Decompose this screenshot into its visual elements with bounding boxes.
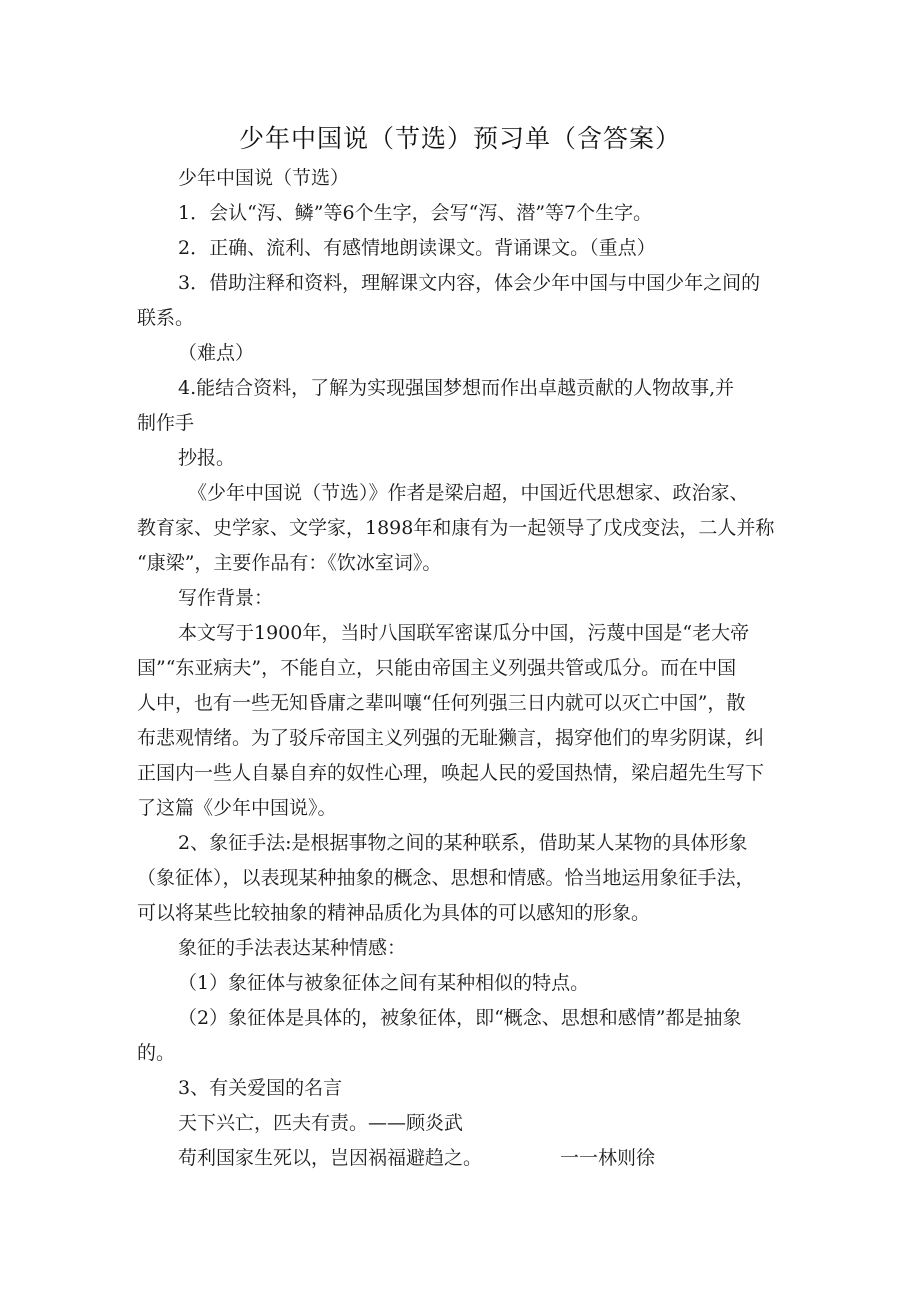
background-paragraph-6: 了这篇《少年中国说》。 (137, 797, 337, 819)
quotes-heading: 3、有关爱国的名言 (178, 1077, 343, 1099)
background-paragraph-3: 人中，也有一些无知昏庸之辈叫嚷“任何列强三日内就可以灭亡中国”，散 (137, 692, 746, 714)
quote-1: 天下兴亡，匹夫有责。——顾炎武 (178, 1112, 464, 1134)
symbolism-paragraph-1: 2、象征手法:是根据事物之间的某种联系，借助某人某物的具体形象 (178, 832, 748, 854)
quote-2-author: 一一林则徐 (560, 1147, 656, 1169)
symbolism-point-2-cont: 的。 (137, 1042, 176, 1064)
objective-4-cont-2: 抄报。 (178, 447, 236, 469)
difficulty-note: （难点） (178, 342, 255, 364)
symbolism-point-1: （1）象征体与被象征体之间有某种相似的特点。 (178, 972, 590, 994)
objective-4-cont: 制作手 (137, 412, 195, 434)
background-heading: 写作背景： (178, 587, 274, 609)
quote-2: 苟利国家生死以，岂因祸福避趋之。 (178, 1147, 483, 1169)
objective-1: 1．会认“泻、鳞”等6个生字，会写“泻、潜”等7个生字。 (178, 202, 653, 224)
objective-2: 2．正确、流利、有感情地朗读课文。背诵课文。（重点） (178, 237, 656, 259)
author-paragraph-1: 《少年中国说（节选）》作者是梁启超，中国近代思想家、政治家、 (188, 482, 749, 504)
symbolism-point-2: （2）象征体是具体的，被象征体，即“概念、思想和感情”都是抽象 (178, 1007, 742, 1029)
background-paragraph-5: 正国内一些人自暴自弃的奴性心理，唤起人民的爱国热情，梁启超先生写下 (137, 762, 765, 784)
objective-3: 3．借助注释和资料，理解课文内容，体会少年中国与中国少年之间的 (178, 272, 761, 294)
background-paragraph-2: 国”“东亚病夫”，不能自立，只能由帝国主义列强共管或瓜分。而在中国 (137, 657, 737, 679)
symbolism-paragraph-2: （象征体），以表现某种抽象的概念、思想和情感。恰当地运用象征手法， (137, 867, 755, 889)
document-title: 少年中国说（节选）预习单（含答案） (238, 124, 681, 153)
background-paragraph-1: 本文写于1900年，当时八国联军密谋瓜分中国，污蔑中国是“老大帝 (178, 622, 750, 644)
symbolism-paragraph-3: 可以将某些比较抽象的精神品质化为具体的可以感知的形象。 (137, 902, 651, 924)
author-paragraph-3: “康梁”，主要作品有：《饮冰室词》。 (137, 552, 442, 574)
author-paragraph-2: 教育家、史学家、文学家，1898年和康有为一起领导了戊戌变法，二人并称 (137, 517, 775, 539)
objective-3-cont: 联系。 (137, 307, 195, 329)
objective-4: 4.能结合资料，了解为实现强国梦想而作出卓越贡献的人物故事,并 (178, 377, 735, 399)
symbolism-heading: 象征的手法表达某种情感： (178, 937, 407, 959)
background-paragraph-4: 布悲观情绪。为了驳斥帝国主义列强的无耻獭言，揭穿他们的卑劣阴谋，纠 (137, 727, 765, 749)
subtitle-line: 少年中国说（节选） (178, 167, 350, 189)
